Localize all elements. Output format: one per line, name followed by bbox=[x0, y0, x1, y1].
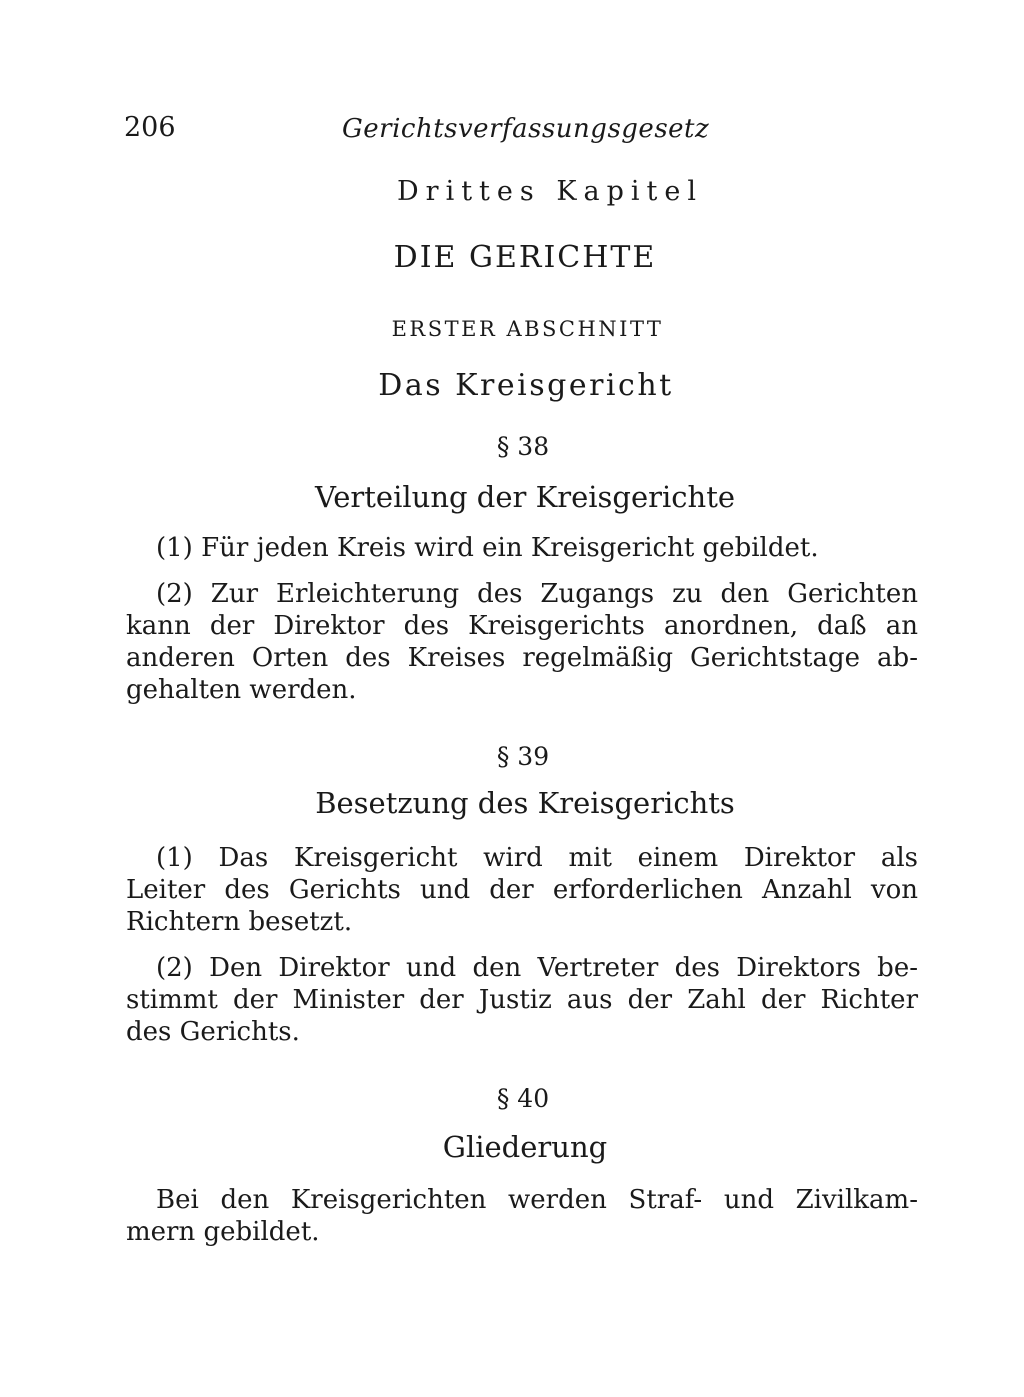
running-title: Gerichtsverfassungsgesetz bbox=[342, 114, 710, 144]
paragraph-title: Besetzung des Kreisgerichts bbox=[315, 786, 735, 820]
text-line: Bei den Kreisgerichten werden Straf- und Zivilkam- bbox=[156, 1185, 918, 1215]
text-line: (2) Zur Erleichterung des Zugangs zu den Gerichten bbox=[156, 579, 918, 609]
paragraph-title: Verteilung der Kreisgerichte bbox=[314, 480, 736, 514]
page-number: 206 bbox=[124, 112, 176, 143]
text-line: des Gerichts. bbox=[126, 1017, 300, 1047]
text-line: stimmt der Minister der Justiz aus der Zahl der Richter bbox=[126, 985, 918, 1015]
paragraph-body bbox=[126, 842, 918, 1048]
paragraph-body bbox=[126, 532, 918, 706]
text-line: mern gebildet. bbox=[126, 1217, 320, 1247]
page-header bbox=[124, 112, 724, 152]
paragraph-number: § 40 bbox=[496, 1084, 550, 1113]
text-line: Richtern besetzt. bbox=[126, 907, 353, 937]
text-line: gehalten werden. bbox=[126, 675, 357, 705]
chapter-label: Drittes Kapitel bbox=[397, 176, 703, 207]
paragraph-number: § 38 bbox=[496, 432, 550, 461]
paragraph-body bbox=[126, 1184, 918, 1248]
text-line: (1) Das Kreisgericht wird mit einem Direktor als bbox=[156, 843, 918, 873]
text-line: kann der Direktor des Kreisgerichts anordnen, daß an bbox=[126, 611, 918, 641]
paragraph-number: § 39 bbox=[496, 742, 550, 771]
section-title: Das Kreisgericht bbox=[378, 368, 674, 403]
chapter-title: DIE GERICHTE bbox=[393, 240, 657, 275]
text-line: Leiter des Gerichts und der erforderlichen Anzahl von bbox=[126, 875, 918, 905]
section-label: ERSTER ABSCHNITT bbox=[391, 317, 664, 341]
text-line: anderen Orten des Kreises regelmäßig Gerichtstage ab- bbox=[126, 643, 918, 673]
text-line: (2) Den Direktor und den Vertreter des Direktors be- bbox=[156, 953, 918, 983]
text-line: (1) Für jeden Kreis wird ein Kreisgericht gebildet. bbox=[156, 533, 819, 563]
paragraph-title: Gliederung bbox=[442, 1130, 608, 1164]
